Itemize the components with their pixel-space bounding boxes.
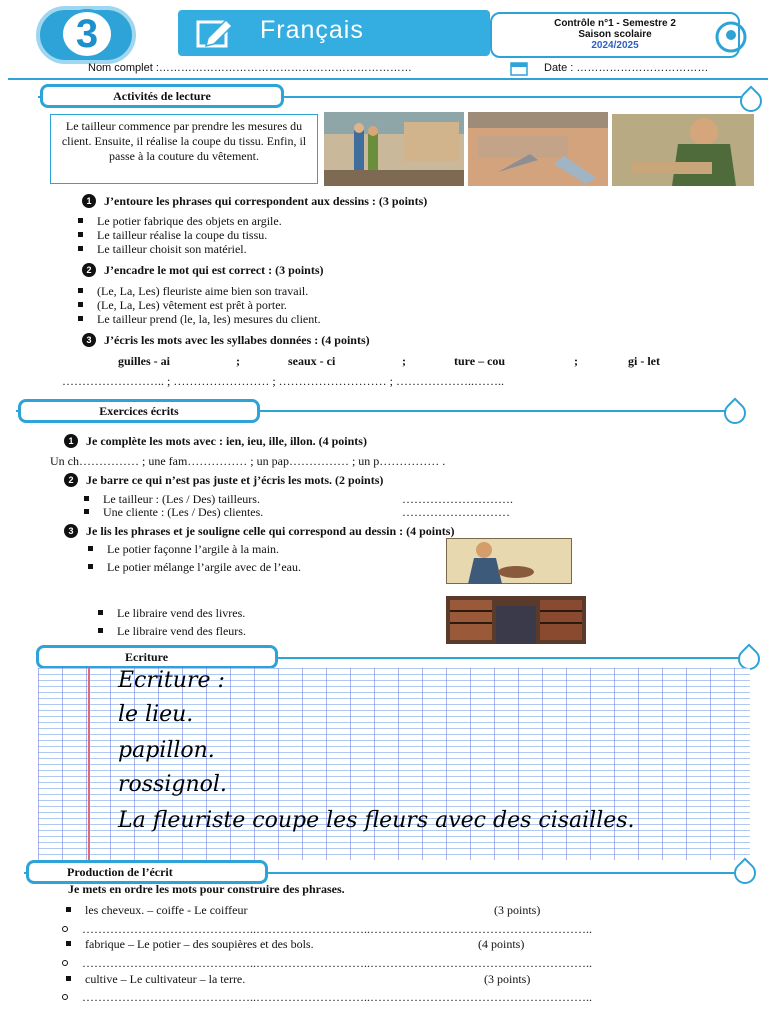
bullet-icon [78, 232, 83, 237]
answer-line[interactable]: …………………….. ; …………………… ; ……………………… ; ………………..…….. [62, 374, 505, 388]
question-title [64, 524, 454, 539]
question-number: 2 [82, 263, 96, 277]
question-text: Je lis les phrases et je souligne celle qui correspond au dessin : (4 points) [86, 524, 455, 538]
list-item-text: Le libraire vend des livres. [117, 606, 246, 620]
question-number: 3 [82, 333, 96, 347]
control-info-box [490, 12, 740, 58]
drop-icon [735, 85, 766, 116]
list-item[interactable] [66, 903, 247, 918]
question-title [82, 263, 324, 278]
circle-bullet-icon [62, 960, 68, 966]
question-title [64, 473, 383, 488]
list-item-text: Le potier façonne l’argile à la main. [107, 542, 280, 556]
answer-line-text: ……………………………………..………………………..……………………………………………….. [82, 922, 592, 936]
list-item[interactable] [78, 298, 287, 313]
drop-icon [719, 397, 750, 428]
list-item[interactable] [88, 560, 301, 575]
header-divider [8, 78, 768, 80]
list-item[interactable] [78, 242, 247, 257]
answer-line[interactable] [62, 922, 592, 937]
circle-bullet-icon [62, 994, 68, 1000]
list-item[interactable] [78, 228, 267, 243]
list-item-text: Le tailleur choisit son matériel. [97, 242, 247, 256]
list-item-text: fabrique – Le potier – des soupières et des bols. [85, 937, 314, 951]
question-number: 1 [64, 434, 78, 448]
list-item-text: Le potier mélange l’argile avec de l’eau. [107, 560, 302, 574]
pencil-icon [196, 16, 236, 50]
production-instruction: Je mets en ordre les mots pour construire des phrases. [68, 882, 345, 896]
syllable-separator: ; [402, 354, 406, 368]
list-item-text: Le tailleur prend (le, la, les) mesures du client. [97, 312, 321, 326]
question-number: 1 [82, 194, 96, 208]
list-item[interactable] [78, 312, 321, 327]
question-text: Je barre ce qui n’est pas juste et j’écris les mots. (2 points) [86, 473, 384, 487]
handwriting-line: rossignol. [118, 772, 227, 797]
list-item-text: Le potier fabrique des objets en argile. [97, 214, 282, 228]
list-item-text: cultive – Le cultivateur – la terre. [85, 972, 246, 986]
question-title [82, 194, 427, 209]
drop-icon [729, 857, 760, 888]
question-title [64, 434, 367, 449]
syllable-group: seaux - ci [288, 354, 336, 368]
tailor-workshop-image [324, 112, 464, 186]
list-item-text: les cheveux. – coiffe - Le coiffeur [85, 903, 248, 917]
answer-line[interactable] [62, 956, 592, 971]
list-item[interactable] [98, 606, 245, 621]
circle-bullet-icon [62, 926, 68, 932]
answer-line[interactable]: ……………………… [402, 505, 510, 519]
answer-line-text: ……………………………………..………………………..……………………………………………….. [82, 956, 592, 970]
question-number: 2 [64, 473, 78, 487]
bullet-icon [78, 218, 83, 223]
list-item[interactable] [84, 505, 263, 520]
syllable-group: ture – cou [454, 354, 506, 368]
bullet-icon [78, 288, 83, 293]
bullet-icon [98, 628, 103, 633]
subject-title: Français [260, 16, 364, 44]
section-tab-writing: Ecriture [36, 645, 278, 669]
bullet-icon [66, 907, 71, 912]
section-tab-reading: Activités de lecture [40, 84, 284, 108]
school-season-label: Saison scolaire [578, 29, 652, 40]
list-item[interactable] [66, 972, 245, 987]
date-field-label[interactable]: Date : ……………………………… [544, 62, 709, 74]
answer-line-text: ……………………………………..………………………..……………………………………………….. [82, 990, 592, 1004]
list-item[interactable] [78, 214, 282, 229]
question-text: Je complète les mots avec : ien, ieu, ille, illon. (4 points) [86, 434, 367, 448]
school-year: 2024/2025 [591, 40, 639, 51]
name-field-label[interactable]: Nom complet :…………………………………………………………… [88, 62, 412, 74]
answer-line[interactable] [62, 990, 592, 1005]
section-tab-written: Exercices écrits [18, 399, 260, 423]
bullet-icon [66, 976, 71, 981]
question-number: 3 [64, 524, 78, 538]
list-item[interactable] [98, 624, 246, 639]
question-text: J’écris les mots avec les syllabes données : (4 points) [104, 333, 370, 347]
answer-line[interactable]: ………………………. [402, 492, 513, 506]
list-item[interactable] [88, 542, 279, 557]
fabric-cutting-image [468, 112, 608, 186]
bullet-icon [88, 564, 93, 569]
potter-image [446, 538, 572, 584]
grade-number: 3 [60, 9, 114, 59]
bullet-icon [84, 509, 89, 514]
list-item[interactable] [78, 284, 308, 299]
question-title [82, 333, 370, 348]
list-item-text: Le tailleur réalise la coupe du tissu. [97, 228, 268, 242]
list-item-text: (Le, La, Les) vêtement est prêt à porter. [97, 298, 287, 312]
question-text: J’entoure les phrases qui correspondent aux dessins : (3 points) [104, 194, 428, 208]
points-label: (4 points) [478, 937, 525, 951]
handwriting-line: Ecriture : [118, 668, 225, 693]
bullet-icon [88, 546, 93, 551]
syllable-separator: ; [236, 354, 240, 368]
list-item-text: Le libraire vend des fleurs. [117, 624, 246, 638]
bookshop-image [446, 596, 586, 644]
bullet-icon [78, 302, 83, 307]
handwriting-line: le lieu. [118, 702, 194, 727]
list-item-text: Le tailleur : (Les / Des) tailleurs. [103, 492, 260, 506]
student-icon [714, 20, 748, 54]
section-tab-production: Production de l’écrit [26, 860, 268, 884]
bullet-icon [78, 316, 83, 321]
syllable-group: gi - let [628, 354, 660, 368]
bullet-icon [78, 246, 83, 251]
points-label: (3 points) [494, 903, 541, 917]
tailor-sewing-image [612, 114, 754, 186]
reading-text-box: Le tailleur commence par prendre les mesures du client. Ensuite, il réalise la coupe du tissu. Enfin, il passe à la couture du vêtement. [50, 114, 318, 184]
handwriting-line: La fleuriste coupe les fleurs avec des cisailles. [118, 808, 635, 833]
fill-in-line[interactable]: Un ch…………… ; une fam…………… ; un pap…………… ; un p…………… . [50, 454, 446, 468]
control-title: Contrôle n°1 - Semestre 2 [554, 18, 676, 29]
syllable-separator: ; [574, 354, 578, 368]
question-text: J’encadre le mot qui est correct : (3 points) [104, 263, 324, 277]
syllable-group: guilles - ai [118, 354, 171, 368]
points-label: (3 points) [484, 972, 531, 986]
handwriting-line: papillon. [118, 738, 215, 763]
bullet-icon [84, 496, 89, 501]
list-item-text: Une cliente : (Les / Des) clientes. [103, 505, 264, 519]
calendar-icon [510, 60, 528, 76]
list-item[interactable] [66, 937, 314, 952]
bullet-icon [66, 941, 71, 946]
bullet-icon [98, 610, 103, 615]
notebook-margin-line [88, 668, 90, 860]
list-item-text: (Le, La, Les) fleuriste aime bien son travail. [97, 284, 309, 298]
